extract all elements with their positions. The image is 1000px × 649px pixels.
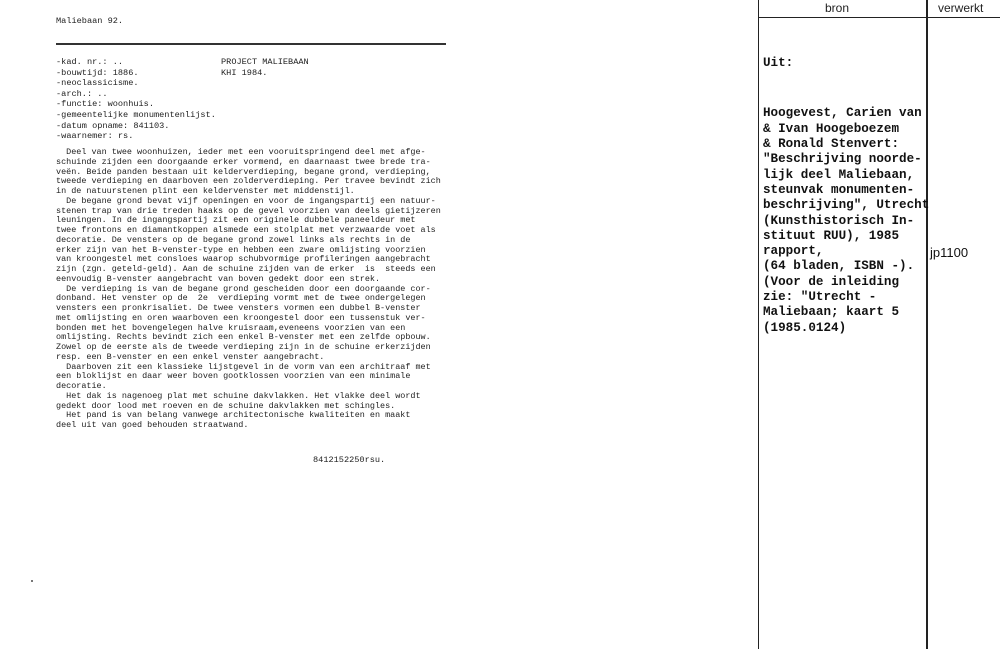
text-line: Zowel op de eerste als de tweede verdieping zijn in de schuine erkerzijden — [56, 342, 431, 352]
header-bron: bron — [825, 1, 850, 15]
text-line: Daarboven zit een klassieke lijstgevel in de vorm van een architraaf met — [56, 361, 431, 372]
text-line: omlijsting. Rechts bevindt zich een enkel B-venster met een zelfde opbouw. — [56, 332, 431, 343]
text-line: een bloklijst en daar weer boven gootklossen voorzien van een minimale — [56, 371, 411, 382]
meta-line: -functie: woonhuis. — [56, 99, 154, 110]
text-line: decoratie. — [56, 381, 107, 391]
text-line: schuinde zijden een doorgaande erker vormend, en daarnaast twee brede tra- — [56, 156, 431, 167]
text-line: twee frontons en diamantkoppen alsmede een stolplat met verzwaarde voet als — [56, 225, 436, 235]
source-text — [763, 25, 929, 351]
source-line: beschrijving", Utrecht — [763, 198, 930, 213]
text-line: De verdieping is van de begane grond gescheiden door een doorgaande cor- — [56, 283, 431, 294]
source-line: & Ronald Stenvert: — [763, 137, 900, 152]
source-line: (64 bladen, ISBN -). — [763, 259, 915, 274]
meta-line: -bouwtijd: 1886. — [56, 67, 139, 78]
header-divider — [758, 17, 1000, 18]
text-line: Het dak is nagenoeg plat met schuine dakvlakken. Het vlakke deel wordt — [56, 390, 421, 401]
text-line: Het pand is van belang vanwege architectonische kwaliteiten en maakt — [56, 410, 411, 421]
text-line: stenen trap van drie treden haaks op de gevel voorzien van deels gietijzeren — [56, 205, 441, 216]
text-line: donband. Het venster op de 2e verdieping vormt met de twee ondergelegen — [56, 293, 426, 304]
source-line: & Ivan Hoogeboezem — [763, 121, 900, 136]
source-line: Maliebaan; kaart 5 — [763, 305, 900, 320]
source-line: (1985.0124) — [763, 320, 847, 335]
text-line: van kroongestel met consloes waarop schubvormige profileringen aangebracht — [56, 254, 431, 265]
project-line: PROJECT MALIEBAAN — [221, 57, 309, 67]
text-line: veën. Beide panden bestaan uit kelderverdieping, begane grond, verdieping, — [56, 166, 431, 177]
source-line: rapport, — [763, 244, 824, 259]
header-verwerkt: verwerkt — [938, 1, 984, 15]
text-line: erker zijn van het B-venster-type en hebben een zware omlijsting voorzien — [56, 244, 426, 255]
text-line: met omlijsting en oren waarboven een kroongestel door een tussenstuk ver- — [56, 312, 426, 323]
scan-speck — [31, 580, 33, 582]
text-line: deel uit van goed behouden straatwand. — [56, 420, 249, 430]
document-code: 8412152250rsu. — [313, 455, 386, 465]
text-line: resp. een B-venster en een enkel venster aangebracht. — [56, 351, 325, 362]
text-line: tweede verdieping en daarboven een zolderverdieping. Per travee bevindt zich — [56, 176, 441, 187]
source-line: zie: "Utrecht - — [763, 290, 877, 305]
meta-line: -kad. nr.: .. — [56, 57, 124, 67]
text-line: leuningen. In de ingangspartij zit een originele dubbele paneeldeur met — [56, 215, 416, 226]
source-line: (Voor de inleiding — [763, 274, 900, 289]
source-line: "Beschrijving noorde- — [763, 152, 922, 167]
document-title: Maliebaan 92. — [56, 16, 124, 26]
project-line: KHI 1984. — [221, 67, 268, 78]
source-line: lijk deel Maliebaan, — [763, 167, 915, 182]
source-lines — [763, 106, 929, 335]
text-line: vensters een pronkrisaliet. De twee vensters vormen een dubbel B-venster — [56, 303, 421, 313]
text-line: decoratie. De vensters op de begane grond zowel links als rechts in de — [56, 234, 411, 245]
description-text — [56, 148, 441, 431]
source-intro: Uit: — [763, 55, 794, 70]
text-line: bonden met het bovengelegen halve kruisraam,eveneens voorzien van een — [56, 322, 406, 333]
verwerkt-value: jp1100 — [930, 245, 969, 260]
text-line: De begane grond bevat vijf openingen en voor de ingangspartij een natuur- — [56, 195, 436, 206]
header-rule — [56, 43, 446, 45]
source-line: steunvak monumenten- — [763, 182, 915, 197]
source-line: stituut RUU), 1985 — [763, 228, 900, 243]
text-line: eenvoudig B-venster aangebracht van boven gedekt door een strek. — [56, 273, 381, 284]
meta-line: -datum opname: 841103. — [56, 120, 170, 131]
text-line: Deel van twee woonhuizen, ieder met een vooruitspringend deel met afge- — [56, 147, 426, 157]
meta-line: -waarnemer: rs. — [56, 131, 134, 142]
source-line: (Kunsthistorisch In- — [763, 213, 915, 228]
meta-list — [56, 57, 216, 142]
text-line: zijn (zgn. geteld-geld). Aan de schuine zijden van de erker is steeds een — [56, 264, 436, 274]
text-line: gedekt door lood met roeven en de schuine dakvlakken met schingles. — [56, 400, 396, 411]
meta-line: -neoclassicisme. — [56, 78, 139, 89]
meta-line: -arch.: .. — [56, 88, 108, 99]
source-line: Hoogevest, Carien van — [763, 106, 922, 121]
meta-line: -gemeentelijke monumentenlijst. — [56, 109, 216, 120]
text-line: in de natuurstenen plint een keldervenster met middenstijl. — [56, 186, 355, 196]
project-label — [221, 57, 309, 78]
